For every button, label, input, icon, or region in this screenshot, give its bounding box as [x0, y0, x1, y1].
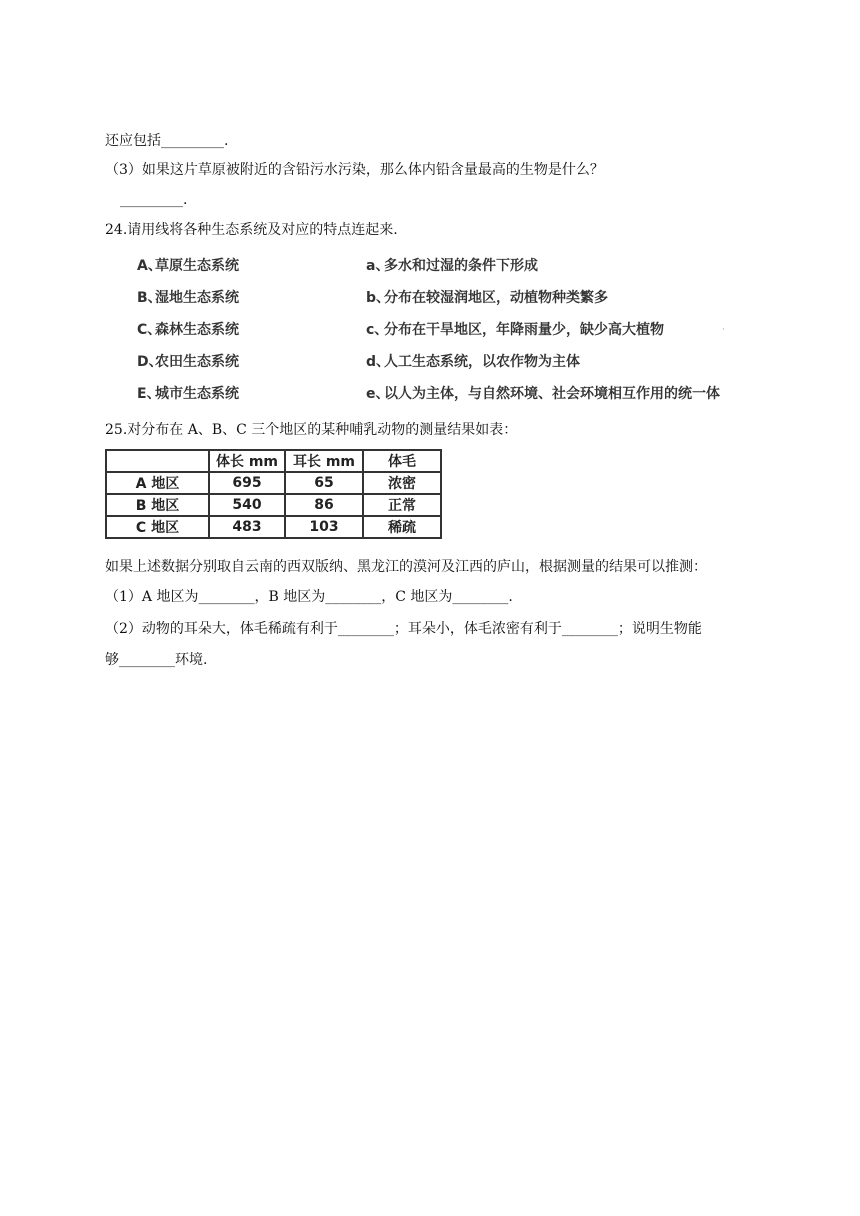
table-cell: 695 — [209, 472, 285, 494]
question-25-context: 如果上述数据分别取自云南的西双版纳、黑龙江的漠河及江西的庐山，根据测量的结果可以推测： — [105, 559, 707, 575]
question-25-prompt: 25.对分布在 A、B、C 三个地区的某种哺乳动物的测量结果如表： — [105, 422, 518, 438]
table-header-cell: 体毛 — [363, 450, 441, 472]
table-cell: 103 — [285, 516, 363, 538]
table-header-cell — [106, 450, 209, 472]
ecosystem-item-c: C、森林生态系统 — [137, 322, 239, 338]
table-cell: C 地区 — [106, 516, 209, 538]
table-cell: 540 — [209, 494, 285, 516]
question-25-part2-line1: （2）动物的耳朵大，体毛稀疏有利于________；耳朵小，体毛浓密有利于________；说明生物能 — [105, 621, 702, 637]
scan-speck: · — [722, 325, 725, 335]
ecosystem-item-e: E、城市生态系统 — [137, 386, 239, 402]
measurement-table — [105, 449, 442, 539]
table-cell: 浓密 — [363, 472, 441, 494]
table-cell: 483 — [209, 516, 285, 538]
table-cell: B 地区 — [106, 494, 209, 516]
prev-continuation-text: 还应包括_________. — [105, 133, 229, 149]
question-24-prompt: 24.请用线将各种生态系统及对应的特点连起来. — [105, 222, 398, 238]
feature-item-e: e、以人为主体，与自然环境、社会环境相互作用的统一体 — [366, 386, 720, 402]
feature-item-d: d、人工生态系统，以农作物为主体 — [366, 354, 580, 370]
ecosystem-item-d: D、农田生态系统 — [137, 354, 239, 370]
table-row — [106, 494, 441, 516]
question-23-part3-blank: _________. — [120, 192, 188, 208]
table-cell: 正常 — [363, 494, 441, 516]
feature-item-a: a、多水和过湿的条件下形成 — [366, 258, 538, 274]
table-cell: 65 — [285, 472, 363, 494]
table-header-cell: 耳长 mm — [285, 450, 363, 472]
ecosystem-item-b: B、湿地生态系统 — [137, 290, 239, 306]
table-header-row — [106, 450, 441, 472]
table-cell: A 地区 — [106, 472, 209, 494]
table-row — [106, 516, 441, 538]
feature-item-c: c、分布在干旱地区，年降雨量少，缺少高大植物 — [366, 322, 664, 338]
table-row — [106, 472, 441, 494]
table-cell: 86 — [285, 494, 363, 516]
question-25-part1: （1）A 地区为________，B 地区为________，C 地区为________. — [105, 589, 513, 605]
table-header-cell: 体长 mm — [209, 450, 285, 472]
table-cell: 稀疏 — [363, 516, 441, 538]
question-25-part2-line2: 够________环境. — [105, 652, 208, 668]
feature-item-b: b、分布在较湿润地区，动植物种类繁多 — [366, 290, 608, 306]
ecosystem-item-a: A、草原生态系统 — [137, 258, 239, 274]
question-23-part3-text: （3）如果这片草原被附近的含铅污水污染，那么体内铅含量最高的生物是什么？ — [105, 162, 604, 178]
